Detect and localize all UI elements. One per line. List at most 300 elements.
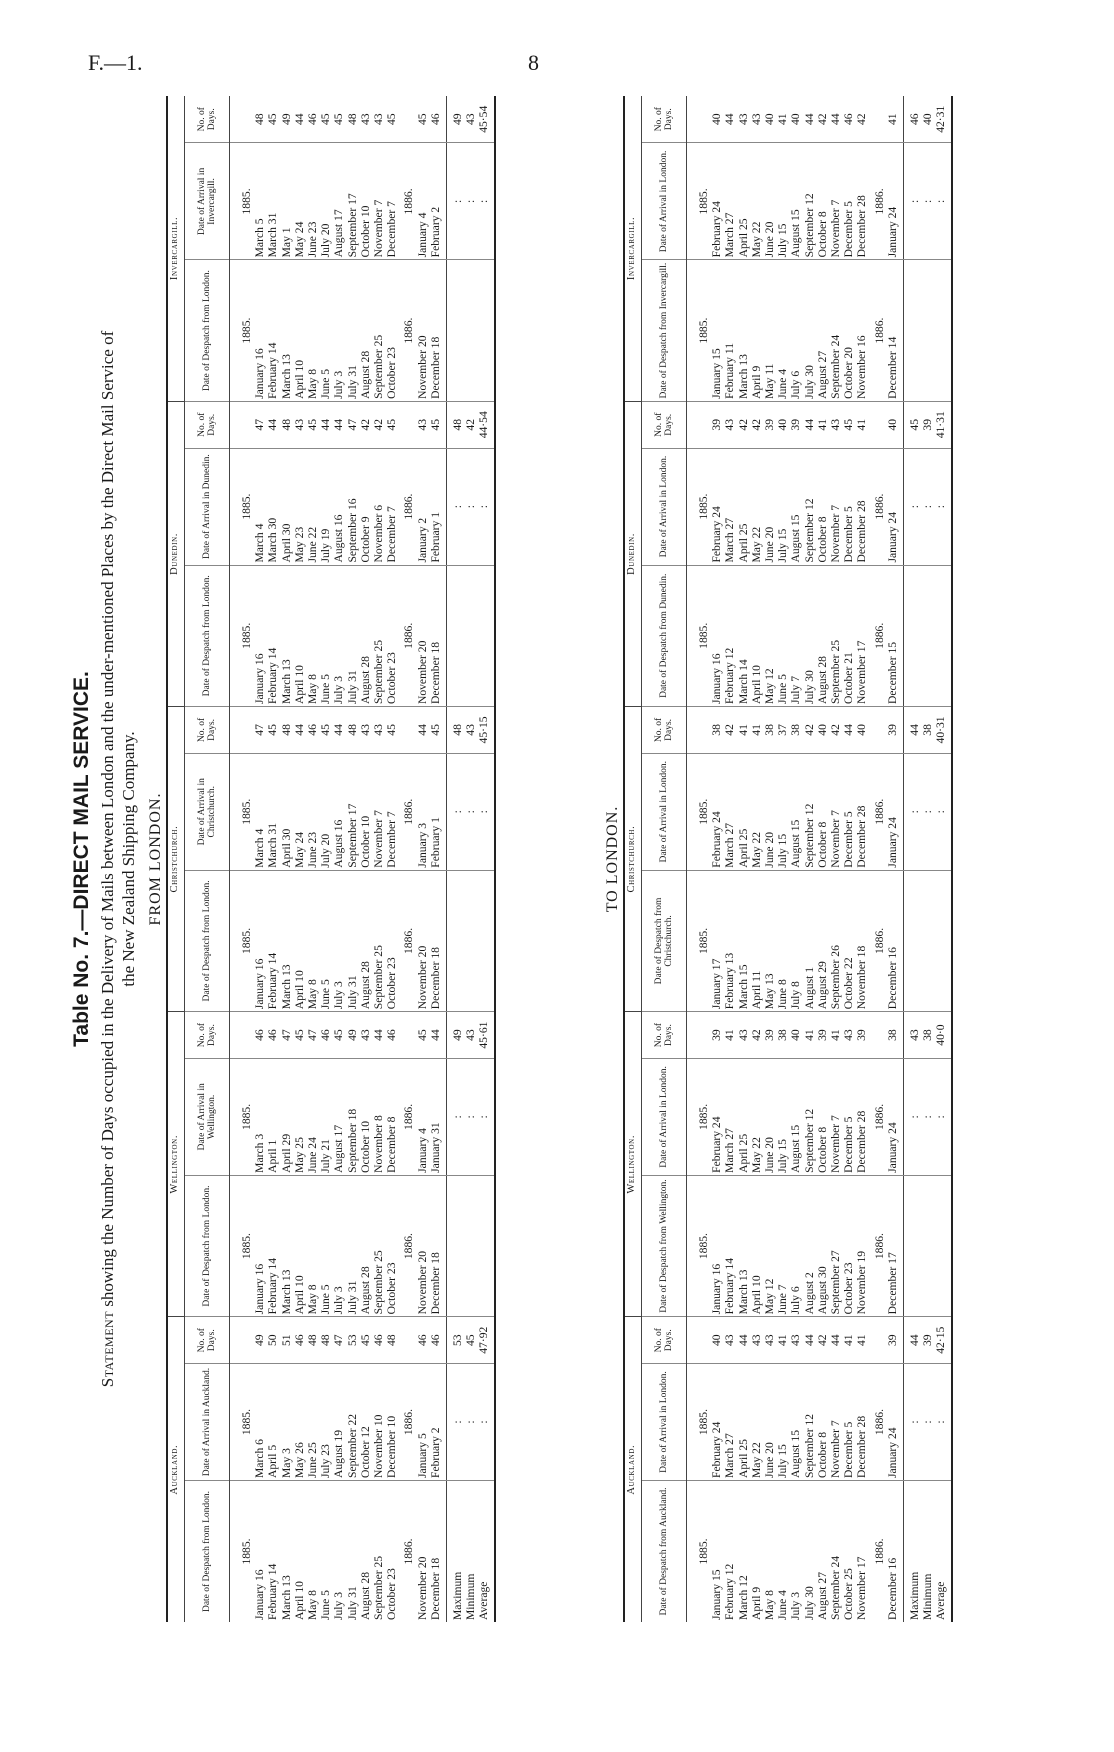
table-row [750, 96, 763, 1622]
table-cell: 44 [803, 1317, 816, 1364]
table-cell: November 17 [855, 565, 868, 707]
column-header: No. of Days. [642, 1012, 687, 1059]
table-cell: 46 [266, 1012, 279, 1059]
table-cell: November 20 [416, 565, 429, 707]
summary-colon: : [934, 143, 951, 260]
table-cell: June 23 [306, 143, 319, 260]
empty-cell [464, 565, 477, 707]
empty-cell [447, 870, 465, 1012]
empty-cell [398, 1012, 415, 1059]
table-cell: 43 [737, 1012, 750, 1059]
summary-colon: : [464, 753, 477, 870]
table-cell: April 25 [737, 1364, 750, 1481]
year-label: 1885. [687, 448, 711, 565]
table-cell: 41 [816, 401, 829, 448]
table-cell: 40 [789, 1012, 802, 1059]
empty-cell [230, 1012, 254, 1059]
summary-value: 45 [904, 401, 922, 448]
summary-value: 44 [904, 1317, 922, 1364]
summary-row [904, 96, 922, 1622]
summary-row [477, 96, 494, 1622]
summary-value: 49 [447, 96, 465, 143]
table-cell: 48 [319, 1317, 332, 1364]
empty-cell [904, 565, 922, 707]
table-cell: 48 [385, 1317, 398, 1364]
empty-cell [904, 1175, 922, 1317]
summary-colon: : [447, 1364, 465, 1481]
summary-row [921, 96, 934, 1622]
table-cell: 40 [776, 401, 789, 448]
table-cell: 43 [723, 1317, 736, 1364]
table-cell: 44 [293, 707, 306, 754]
summary-label: Minimum [464, 1573, 478, 1620]
summary-row [447, 96, 465, 1622]
table-cell: July 15 [776, 143, 789, 260]
table-cell: August 15 [789, 448, 802, 565]
table-cell: December 5 [842, 1364, 855, 1481]
table-cell: 48 [346, 707, 359, 754]
empty-cell [687, 707, 711, 754]
summary-colon: : [464, 143, 477, 260]
table-cell: August 28 [359, 260, 372, 402]
table-cell: November 17 [855, 1556, 869, 1620]
table-cell: January 31 [429, 1058, 447, 1175]
table-cell: March 13 [280, 565, 293, 707]
table-cell: 43 [372, 96, 385, 143]
table-row [855, 96, 868, 1622]
summary-value: 38 [921, 1012, 934, 1059]
table-cell: 45 [332, 96, 345, 143]
summary-value: 45·54 [477, 96, 494, 143]
table-cell: 42 [737, 401, 750, 448]
column-header: Date of Arrival in London. [642, 143, 687, 260]
rotated-table-area [70, 96, 1064, 1622]
summary-colon: : [904, 753, 922, 870]
table-cell: August 19 [332, 1364, 345, 1481]
group-header: Christchurch. [167, 707, 185, 1012]
column-header-row [185, 96, 230, 1622]
empty-cell [477, 1175, 494, 1317]
table-cell: June 20 [763, 1058, 776, 1175]
table-cell: April 29 [280, 1058, 293, 1175]
table-cell: April 10 [750, 565, 763, 707]
table-cell: 44 [319, 401, 332, 448]
table-cell: 41 [776, 1317, 789, 1364]
table-cell: November 7 [829, 1058, 842, 1175]
year-label: 1886. [869, 448, 886, 565]
table-cell: 43 [750, 1317, 763, 1364]
empty-cell [687, 1012, 711, 1059]
group-header-row [624, 96, 642, 1622]
table-cell: 38 [776, 1012, 789, 1059]
table-cell: 38 [710, 707, 723, 754]
table-cell: March 13 [280, 260, 293, 402]
empty-cell [934, 870, 951, 1012]
table-cell: October 10 [359, 143, 372, 260]
table-cell: 48 [306, 1317, 319, 1364]
table-cell: 46 [842, 96, 855, 143]
table-cell: 42 [750, 1012, 763, 1059]
year-label: 1886. [869, 565, 886, 707]
table-cell: June 8 [776, 870, 789, 1012]
summary-colon: : [464, 448, 477, 565]
table-cell: 45 [416, 1012, 429, 1059]
empty-cell [921, 1175, 934, 1317]
statement-line-1: showing the Number of Days occupied in the Delivery of Mails between London and the under-mentioned Places by the Direct Mail Service of [98, 330, 117, 1307]
column-header: No. of Days. [642, 401, 687, 448]
table-cell: February 1 [429, 448, 447, 565]
table-cell: 44 [829, 1317, 842, 1364]
table-row [710, 96, 723, 1622]
summary-value: 43 [464, 96, 477, 143]
table-cell: 39 [710, 1012, 723, 1059]
table-cell: May 8 [763, 1590, 777, 1620]
table-cell: 42 [372, 401, 385, 448]
table-cell: 39 [886, 1317, 904, 1364]
table-cell: February 14 [266, 260, 279, 402]
summary-value: 42 [464, 401, 477, 448]
table-cell: 42 [816, 1317, 829, 1364]
table-cell: 49 [280, 96, 293, 143]
year-label: 1886. [872, 1538, 886, 1565]
table-cell: 51 [280, 1317, 293, 1364]
year-label: 1886. [869, 1058, 886, 1175]
table-cell: July 30 [802, 1586, 816, 1620]
table-cell: September 16 [346, 448, 359, 565]
year-label: 1885. [230, 143, 254, 260]
table-cell: October 10 [359, 753, 372, 870]
empty-cell [464, 1175, 477, 1317]
from-london-table [166, 96, 496, 1622]
summary-colon: : [934, 1364, 951, 1481]
table-cell: 40 [763, 96, 776, 143]
summary-value: 39 [921, 401, 934, 448]
column-header: No. of Days. [642, 707, 687, 754]
column-header: Date of Despatch from London. [185, 1481, 230, 1623]
table-cell: September 12 [803, 448, 816, 565]
summary-value: 47·92 [477, 1317, 494, 1364]
year-row [687, 96, 711, 1622]
empty-cell [447, 260, 465, 402]
empty-cell [687, 1317, 711, 1364]
summary-colon: : [921, 1364, 934, 1481]
year-label: 1886. [869, 260, 886, 402]
table-cell: March 13 [279, 1575, 293, 1620]
table-cell: June 23 [306, 753, 319, 870]
table-cell: January 16 [253, 1569, 267, 1620]
table-cell: 39 [816, 1012, 829, 1059]
empty-cell [398, 96, 415, 143]
table-cell: 41 [750, 707, 763, 754]
table-cell: 48 [346, 96, 359, 143]
group-header: Invercargill. [167, 96, 185, 401]
table-cell: May 8 [306, 565, 319, 707]
table-cell: March 13 [737, 260, 750, 402]
table-cell: November 20 [415, 1556, 429, 1620]
table-cell: August 27 [816, 260, 829, 402]
table-cell: June 4 [776, 260, 789, 402]
table-cell: November 7 [829, 1364, 842, 1481]
table-cell: July 6 [789, 260, 802, 402]
empty-cell [904, 260, 922, 402]
column-header: Date of Arrival in London. [642, 753, 687, 870]
column-header: No. of Days. [185, 707, 230, 754]
table-cell: August 30 [816, 1175, 829, 1317]
table-row [385, 96, 398, 1622]
table-cell: July 21 [319, 1058, 332, 1175]
table-cell: February 12 [723, 565, 736, 707]
table-cell: November 20 [416, 260, 429, 402]
table-cell: May 8 [306, 260, 319, 402]
table-cell: 43 [359, 96, 372, 143]
table-cell: 47 [280, 1012, 293, 1059]
table-row [280, 96, 293, 1622]
table-cell: January 24 [886, 143, 904, 260]
table-cell: July 7 [789, 565, 802, 707]
to-london-table [623, 96, 953, 1622]
table-cell: December 14 [886, 260, 904, 402]
table-cell: June 20 [763, 753, 776, 870]
summary-value: 40·0 [934, 1012, 951, 1059]
year-label: 1885. [230, 1175, 254, 1317]
table-row [737, 96, 750, 1622]
table-cell: February 24 [710, 143, 723, 260]
table-cell: December 16 [886, 870, 904, 1012]
table-cell: February 14 [266, 1175, 279, 1317]
table-cell: 41 [886, 96, 904, 143]
table-cell: December 17 [886, 1175, 904, 1317]
table-cell: November 7 [372, 753, 385, 870]
year-label: 1886. [869, 753, 886, 870]
group-header: Dunedin. [624, 401, 642, 706]
table-cell: November 10 [372, 1364, 385, 1481]
table-cell: May 25 [293, 1058, 306, 1175]
table-cell: December 28 [855, 1058, 868, 1175]
table-cell: June 5 [319, 565, 332, 707]
table-cell: 42 [855, 96, 868, 143]
table-cell: December 5 [842, 1058, 855, 1175]
table-cell: 45 [429, 707, 447, 754]
column-header: Date of Despatch from Christchurch. [642, 870, 687, 1012]
summary-colon: : [904, 1364, 922, 1481]
table-cell: January 24 [886, 1364, 904, 1481]
table-cell: June 22 [306, 448, 319, 565]
table-cell: 43 [737, 96, 750, 143]
summary-label: Maximum [447, 1481, 465, 1623]
table-cell: September 25 [372, 260, 385, 402]
table-cell: May 8 [306, 1590, 320, 1620]
summary-value: 43 [464, 707, 477, 754]
table-cell: May 12 [763, 565, 776, 707]
year-label: 1885. [230, 260, 254, 402]
table-cell: December 8 [385, 1058, 398, 1175]
table-row [723, 96, 736, 1622]
table-cell: October 20 [842, 260, 855, 402]
table-cell: December 5 [842, 448, 855, 565]
year-label: 1885. [230, 448, 254, 565]
empty-cell [869, 707, 886, 754]
column-header: No. of Days. [642, 1317, 687, 1364]
summary-value: 46 [904, 96, 922, 143]
table-cell: September 24 [829, 260, 842, 402]
year-label: 1886. [398, 1058, 415, 1175]
summary-colon: : [464, 1364, 477, 1481]
table-cell: December 16 [885, 1557, 899, 1620]
table-cell: February 2 [429, 1364, 447, 1481]
table-cell: May 22 [750, 1058, 763, 1175]
table-cell: 49 [346, 1012, 359, 1059]
table-cell: 45 [332, 1012, 345, 1059]
table-cell: 44 [372, 1012, 385, 1059]
summary-value: 39 [921, 1317, 934, 1364]
table-cell: 43 [359, 707, 372, 754]
column-header: Date of Despatch from Auckland. [642, 1481, 687, 1623]
summary-row [464, 96, 477, 1622]
table-cell: February 12 [723, 1563, 737, 1620]
table-cell: December 28 [855, 753, 868, 870]
table-cell: July 3 [332, 1175, 345, 1317]
table-cell: January 5 [416, 1364, 429, 1481]
table-cell: December 7 [385, 448, 398, 565]
table-cell: December 18 [429, 565, 447, 707]
group-header: Auckland. [624, 1317, 642, 1622]
empty-cell [477, 565, 494, 707]
table-cell: July 20 [319, 753, 332, 870]
table-cell: January 4 [416, 1058, 429, 1175]
table-cell: April 11 [750, 870, 763, 1012]
table-cell: November 20 [416, 1175, 429, 1317]
table-cell: 42 [803, 707, 816, 754]
table-cell: January 24 [886, 448, 904, 565]
table-cell: 44 [803, 401, 816, 448]
table-cell: 45 [306, 401, 319, 448]
table-cell: August 17 [332, 1058, 345, 1175]
table-cell: June 5 [319, 260, 332, 402]
empty-cell [398, 401, 415, 448]
table-cell: August 15 [789, 753, 802, 870]
table-cell: February 24 [710, 1364, 723, 1481]
table-cell: 46 [385, 1012, 398, 1059]
table-cell: June 20 [763, 448, 776, 565]
table-cell: June 5 [319, 1590, 333, 1620]
table-cell: April 10 [750, 1175, 763, 1317]
table-cell: December 18 [429, 870, 447, 1012]
table-cell: 41 [776, 96, 789, 143]
table-cell: 43 [763, 1317, 776, 1364]
table-cell: November 7 [829, 448, 842, 565]
year-label: 1885. [230, 870, 254, 1012]
table-cell: 38 [886, 1012, 904, 1059]
empty-cell [447, 565, 465, 707]
table-cell: August 28 [358, 1572, 372, 1620]
table-cell: May 12 [763, 1175, 776, 1317]
table-cell: 41 [855, 401, 868, 448]
table-cell: February 14 [266, 870, 279, 1012]
table-cell: August 28 [359, 565, 372, 707]
table-cell: January 2 [416, 448, 429, 565]
table-row [332, 96, 345, 1622]
year-label: 1886. [398, 448, 415, 565]
empty-cell [869, 96, 886, 143]
table-cell: September 12 [803, 1364, 816, 1481]
year-row [869, 96, 886, 1622]
table-cell: February 1 [429, 753, 447, 870]
year-label: 1886. [398, 753, 415, 870]
empty-cell [230, 96, 254, 143]
table-cell: November 7 [829, 143, 842, 260]
table-row [789, 96, 802, 1622]
table-cell: July 3 [332, 565, 345, 707]
table-cell: January 24 [886, 1058, 904, 1175]
summary-value: 42·15 [934, 1317, 951, 1364]
table-cell: May 23 [293, 448, 306, 565]
table-cell: November 16 [855, 260, 868, 402]
summary-value: 40·31 [934, 707, 951, 754]
summary-colon: : [447, 143, 465, 260]
year-label: 1885. [230, 1364, 254, 1481]
empty-cell [230, 401, 254, 448]
table-cell: July 31 [346, 565, 359, 707]
year-label: 1885. [697, 1538, 710, 1565]
table-cell: 45 [293, 1012, 306, 1059]
year-label: 1885. [687, 1364, 711, 1481]
statement-lead: Statement [98, 1310, 117, 1388]
table-cell: January 4 [416, 143, 429, 260]
table-cell: August 16 [332, 753, 345, 870]
table-cell: 45 [319, 96, 332, 143]
table-cell: 43 [842, 1012, 855, 1059]
table-cell: March 6 [253, 1364, 266, 1481]
table-cell: February 14 [266, 1563, 280, 1620]
column-header: No. of Days. [185, 401, 230, 448]
table-cell: October 12 [359, 1364, 372, 1481]
table-cell: 39 [763, 1012, 776, 1059]
column-header: Date of Arrival in London. [642, 448, 687, 565]
table-cell: May 11 [763, 260, 776, 402]
summary-colon: : [934, 448, 951, 565]
table-cell: July 15 [776, 448, 789, 565]
table-cell: October 23 [385, 1568, 399, 1620]
table-row [803, 96, 816, 1622]
column-header: No. of Days. [185, 96, 230, 143]
table-cell: August 16 [332, 448, 345, 565]
table-row [266, 96, 279, 1622]
group-header-row [167, 96, 185, 1622]
table-cell: 47 [332, 1317, 345, 1364]
table-cell: 44 [842, 707, 855, 754]
table-cell: 45 [385, 401, 398, 448]
table-cell: 39 [710, 401, 723, 448]
empty-cell [477, 260, 494, 402]
table-cell: 46 [306, 96, 319, 143]
summary-value: 41·31 [934, 401, 951, 448]
column-header: Date of Despatch from Invercargill. [642, 260, 687, 402]
empty-cell [447, 1175, 465, 1317]
year-label: 1885. [230, 1058, 254, 1175]
to-london-title: TO LONDON. [604, 805, 621, 913]
table-cell: April 25 [737, 753, 750, 870]
table-cell: 42 [359, 401, 372, 448]
table-cell: 40 [816, 707, 829, 754]
empty-cell [921, 260, 934, 402]
table-cell: November 20 [416, 870, 429, 1012]
summary-row [934, 96, 951, 1622]
empty-cell [464, 870, 477, 1012]
column-header: Date of Arrival in London. [642, 1364, 687, 1481]
empty-cell [398, 707, 415, 754]
summary-label: Average [477, 1481, 494, 1623]
year-label: 1886. [398, 143, 415, 260]
